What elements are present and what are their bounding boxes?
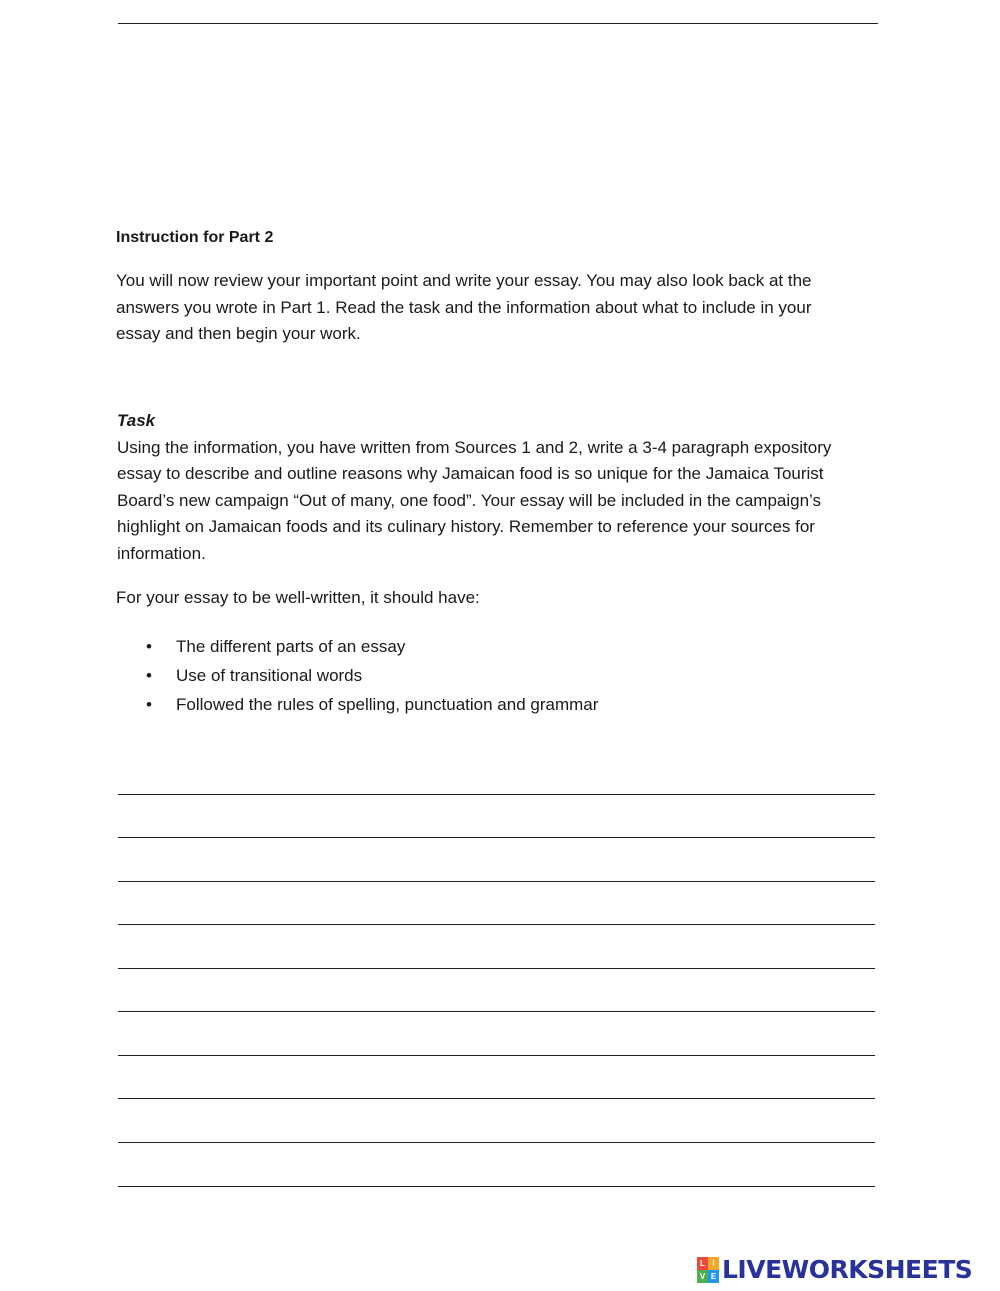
- task-line-4: highlight on Jamaican foods and its culinary history. Remember to reference your sources for: [117, 517, 815, 536]
- logo-block: I: [708, 1257, 719, 1270]
- instruction-line-1: You will now review your important point and write your essay. You may also look back at the: [116, 271, 812, 290]
- essay-answer-line[interactable]: [118, 1011, 875, 1012]
- bullet-icon: •: [146, 695, 152, 714]
- criteria-intro: For your essay to be well-written, it should have:: [116, 588, 480, 607]
- essay-answer-line[interactable]: [118, 1055, 875, 1056]
- task-label: Task: [117, 411, 156, 430]
- essay-answer-line[interactable]: [118, 881, 875, 882]
- liveworksheets-logo: [697, 1255, 972, 1285]
- logo-block: L: [697, 1257, 708, 1270]
- list-item: [146, 690, 598, 719]
- essay-answer-line[interactable]: [118, 837, 875, 838]
- list-item: [146, 661, 598, 690]
- task-line-2: essay to describe and outline reasons why Jamaican food is so unique for the Jamaica Tourist: [117, 464, 824, 483]
- criteria-item-text: The different parts of an essay: [176, 637, 406, 656]
- bullet-icon: •: [146, 637, 152, 656]
- logo-text: LIVEWORKSHEETS: [722, 1255, 973, 1284]
- essay-answer-line[interactable]: [118, 1186, 875, 1187]
- list-item: [146, 632, 598, 661]
- criteria-item-text: Followed the rules of spelling, punctuation and grammar: [176, 695, 599, 714]
- logo-block: E: [708, 1270, 719, 1283]
- task-line-5: information.: [117, 543, 206, 563]
- instruction-heading: Instruction for Part 2: [116, 229, 274, 246]
- essay-answer-line[interactable]: [118, 968, 875, 969]
- task-line-1: Using the information, you have written from Sources 1 and 2, write a 3-4 paragraph expository: [117, 437, 832, 457]
- instruction-line-2: answers you wrote in Part 1. Read the task and the information about what to include in your: [116, 297, 812, 317]
- top-answer-line: [118, 23, 878, 24]
- essay-answer-line[interactable]: [118, 794, 875, 795]
- logo-blocks-icon: [697, 1257, 719, 1283]
- logo-block: V: [697, 1270, 708, 1283]
- essay-answer-line[interactable]: [118, 1098, 875, 1099]
- bullet-icon: •: [146, 666, 152, 685]
- criteria-item-text: Use of transitional words: [176, 666, 363, 685]
- essay-answer-line[interactable]: [118, 924, 875, 925]
- instruction-line-3: essay and then begin your work.: [116, 324, 361, 343]
- task-line-3: Board’s new campaign “Out of many, one food”. Your essay will be included in the campaign’s: [117, 490, 822, 510]
- criteria-list: [146, 632, 598, 719]
- essay-answer-line[interactable]: [118, 1142, 875, 1143]
